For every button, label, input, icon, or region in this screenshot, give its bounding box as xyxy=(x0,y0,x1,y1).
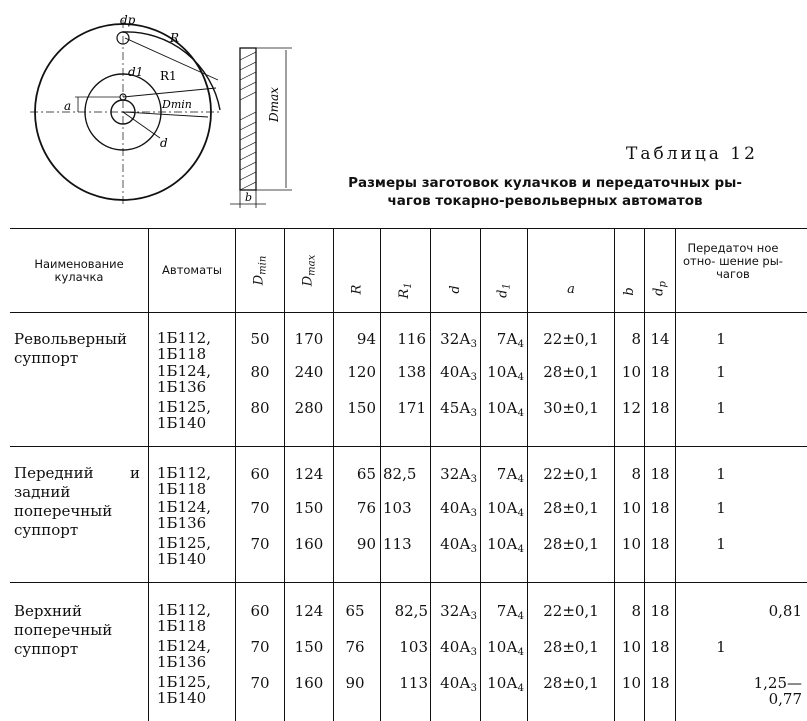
cell-d1: $10А_4$ xyxy=(487,363,524,383)
cell-dmax: 240 xyxy=(294,363,324,381)
table-title-line-1: Размеры заготовок кулачков и передаточных ры- xyxy=(348,175,742,191)
cell-dmin: 70 xyxy=(250,674,270,692)
cell-r1: 138 xyxy=(397,363,426,381)
cell-r1: 171 xyxy=(397,399,426,417)
machine-cell: 1Б112, 1Б118 xyxy=(157,601,211,635)
cell-r1: 82,5 xyxy=(394,602,428,620)
header-a: a xyxy=(567,282,575,297)
cell-dp: 18 xyxy=(650,465,670,483)
cell-r: 65 xyxy=(356,465,376,483)
cell-a: 28±0,1 xyxy=(543,535,599,553)
cell-d: $40А_3$ xyxy=(440,638,477,658)
cell-b: 10 xyxy=(621,535,641,553)
cell-ratio: 1 xyxy=(716,638,726,656)
table-number: Таблица 12 xyxy=(626,144,758,164)
cell-a: 28±0,1 xyxy=(543,674,599,692)
cell-dmin: 70 xyxy=(250,499,270,517)
cell-b: 8 xyxy=(631,330,641,348)
cell-dmin: 80 xyxy=(250,363,270,381)
cell-r1: 113 xyxy=(399,674,428,692)
cell-b: 8 xyxy=(631,465,641,483)
cell-r1: 103 xyxy=(399,638,428,656)
cell-ratio: 1,25— 0,77 xyxy=(753,674,802,708)
cell-b: 8 xyxy=(631,602,641,620)
cell-dmax: 150 xyxy=(294,638,324,656)
figure-label-d: d xyxy=(160,136,168,150)
cell-a: 28±0,1 xyxy=(543,638,599,656)
cell-dmin: 60 xyxy=(250,465,270,483)
machine-cell: 1Б124, 1Б136 xyxy=(157,362,211,396)
cell-b: 10 xyxy=(621,363,641,381)
header-name: Наименование кулачка xyxy=(34,257,124,284)
cell-r: 150 xyxy=(347,399,376,417)
cell-dmin: 70 xyxy=(250,535,270,553)
cell-d1: $7А_4$ xyxy=(496,330,524,350)
cell-dmin: 60 xyxy=(250,602,270,620)
cell-dmax: 160 xyxy=(294,674,324,692)
cell-dmax: 124 xyxy=(294,602,324,620)
header-d: d xyxy=(448,285,463,294)
cam-front-view xyxy=(30,20,220,205)
cell-ratio: 1 xyxy=(716,499,726,517)
cell-r: 90 xyxy=(356,535,376,553)
header-dp: $d_p$ xyxy=(651,281,669,296)
cell-d1: $7А_4$ xyxy=(496,465,524,485)
header-d1: $d_1$ xyxy=(495,283,513,298)
cell-dmax: 160 xyxy=(294,535,324,553)
figure-label-R: R xyxy=(170,31,180,45)
figure-label-Dmax: Dmax xyxy=(267,87,281,122)
cell-dp: 14 xyxy=(650,330,670,348)
table-title xyxy=(330,174,760,210)
cell-dmin: 80 xyxy=(250,399,270,417)
cell-d1: $10А_4$ xyxy=(487,535,524,555)
cell-r1: 116 xyxy=(397,330,426,348)
cell-d: $32А_3$ xyxy=(440,465,477,485)
cell-ratio: 1 xyxy=(716,363,726,381)
header-r1: $R_1$ xyxy=(397,282,414,299)
cell-dp: 18 xyxy=(650,535,670,553)
machine-cell: 1Б125, 1Б140 xyxy=(157,534,211,568)
cell-d: $40А_3$ xyxy=(440,674,477,694)
cell-b: 10 xyxy=(621,638,641,656)
cell-dmax: 124 xyxy=(294,465,324,483)
cell-d: $40А_3$ xyxy=(440,535,477,555)
cell-dmax: 170 xyxy=(294,330,324,348)
header-ratio: Передаточ ное отно- шение ры- чагов xyxy=(683,241,783,281)
header-machines: Автоматы xyxy=(162,263,222,277)
cell-d1: $10А_4$ xyxy=(487,399,524,419)
figure-label-d1: d1 xyxy=(128,65,144,79)
machine-cell: 1Б125, 1Б140 xyxy=(157,398,211,432)
cell-d: $45А_3$ xyxy=(440,399,477,419)
cell-a: 22±0,1 xyxy=(543,602,599,620)
group-name-2: Передний и задний поперечный суппорт xyxy=(14,464,140,539)
machine-cell: 1Б112, 1Б118 xyxy=(157,329,211,363)
header-b: b xyxy=(622,287,637,296)
cell-b: 10 xyxy=(621,674,641,692)
cell-r1: 82,5 xyxy=(383,465,417,483)
cell-ratio: 0,81 xyxy=(768,602,802,620)
cell-dp: 18 xyxy=(650,638,670,656)
cell-dp: 18 xyxy=(650,602,670,620)
cell-ratio: 1 xyxy=(716,399,726,417)
cell-a: 22±0,1 xyxy=(543,330,599,348)
cell-d: $32А_3$ xyxy=(440,330,477,350)
cell-ratio: 1 xyxy=(716,535,726,553)
cell-r: 90 xyxy=(345,674,365,692)
col-divider xyxy=(148,228,149,721)
cell-d1: $10А_4$ xyxy=(487,499,524,519)
group-name-1: Револьверный суппорт xyxy=(14,330,127,367)
cell-r1: 113 xyxy=(383,535,412,553)
group-2-bottom-rule xyxy=(10,582,807,583)
cell-d1: $10А_4$ xyxy=(487,638,524,658)
cell-r: 94 xyxy=(356,330,376,348)
group-1-bottom-rule xyxy=(10,446,807,447)
cell-r: 76 xyxy=(345,638,365,656)
header-r: R xyxy=(349,284,365,295)
cell-dp: 18 xyxy=(650,499,670,517)
cell-dp: 18 xyxy=(650,399,670,417)
figure-label-b: b xyxy=(245,191,253,204)
cell-d: $40А_3$ xyxy=(440,363,477,383)
cell-r: 120 xyxy=(347,363,376,381)
cell-d: $32А_3$ xyxy=(440,602,477,622)
cell-d1: $10А_4$ xyxy=(487,674,524,694)
cell-dmin: 50 xyxy=(250,330,270,348)
cell-dmax: 280 xyxy=(294,399,324,417)
cell-b: 10 xyxy=(621,499,641,517)
cell-r1: 103 xyxy=(383,499,412,517)
cell-r: 65 xyxy=(345,602,365,620)
group-name-3: Верхний поперечный суппорт xyxy=(14,602,113,658)
cell-dp: 18 xyxy=(650,363,670,381)
figure-label-a: a xyxy=(64,99,72,113)
cell-a: 30±0,1 xyxy=(543,399,599,417)
cell-ratio: 1 xyxy=(716,465,726,483)
cell-dmax: 150 xyxy=(294,499,324,517)
cam-side-view xyxy=(230,48,292,208)
machine-cell: 1Б125, 1Б140 xyxy=(157,673,211,707)
cell-a: 28±0,1 xyxy=(543,499,599,517)
machine-cell: 1Б124, 1Б136 xyxy=(157,637,211,671)
cell-dp: 18 xyxy=(650,674,670,692)
cell-d: $40А_3$ xyxy=(440,499,477,519)
cell-r: 76 xyxy=(356,499,376,517)
figure-label-R1: R1 xyxy=(160,69,177,83)
cam-blank-figure xyxy=(20,0,320,215)
header-dmax: $D_{max}$ xyxy=(300,254,318,287)
figure-label-Dmin: Dmin xyxy=(162,98,192,111)
cell-d1: $7А_4$ xyxy=(496,602,524,622)
header-dmin: $D_{min}$ xyxy=(251,255,269,286)
cell-dmin: 70 xyxy=(250,638,270,656)
figure-label-dp: dp xyxy=(120,13,136,27)
table-top-rule xyxy=(10,228,807,229)
cell-a: 22±0,1 xyxy=(543,465,599,483)
table-title-line-2: чагов токарно-револьверных автоматов xyxy=(387,193,703,209)
cell-b: 12 xyxy=(621,399,641,417)
cell-a: 28±0,1 xyxy=(543,363,599,381)
cell-ratio: 1 xyxy=(716,330,726,348)
machine-cell: 1Б112, 1Б118 xyxy=(157,464,211,498)
machine-cell: 1Б124, 1Б136 xyxy=(157,498,211,532)
